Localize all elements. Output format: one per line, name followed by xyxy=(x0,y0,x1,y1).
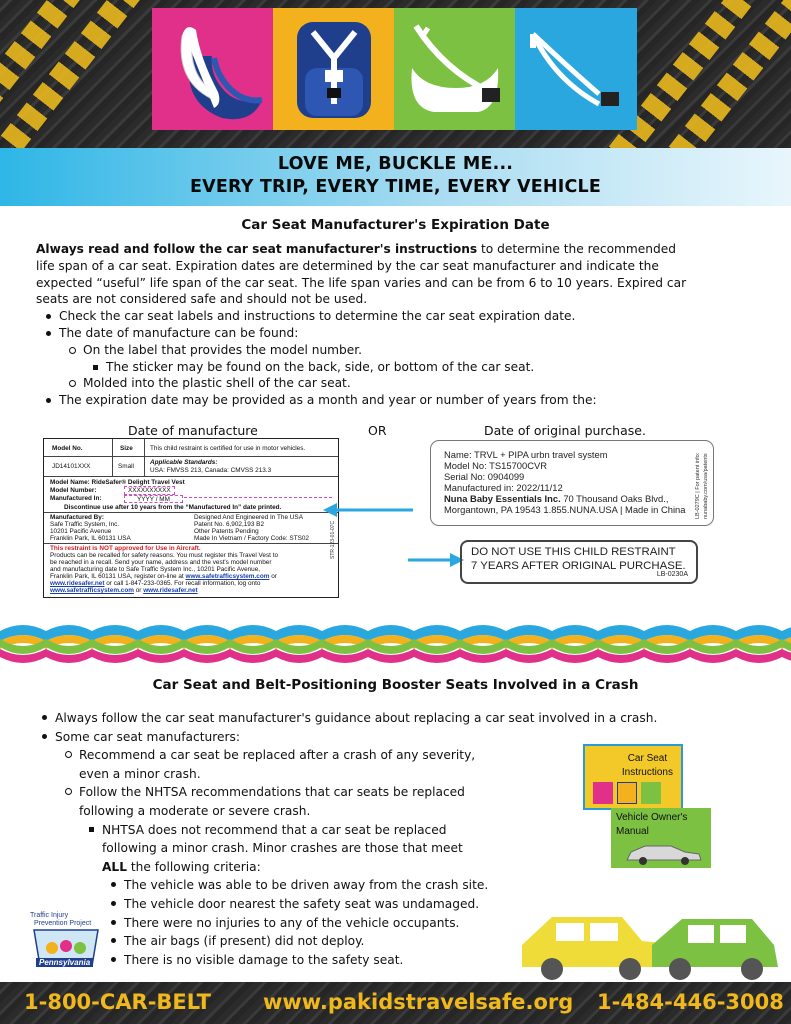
bullet-expiration-format: The expiration date may be provided as a month and year or number of years from the: xyxy=(59,392,756,409)
mini-booster-icon xyxy=(641,782,661,804)
label-discontinue: Discontinue use after 10 years from the “Manufactured In” date printed. xyxy=(64,504,282,511)
infant-seat-icon xyxy=(152,8,274,130)
purchase-warning-label xyxy=(460,540,698,584)
tipp-logo xyxy=(26,912,104,972)
purchase-line-5: Nuna Baby Essentials Inc. 70 Thousand Oaks Blvd., xyxy=(444,493,669,504)
label-mfg-1: Safe Traffic System, Inc. xyxy=(50,521,120,528)
intro-bold: Always read and follow the car seat manufacturer's instructions xyxy=(36,242,478,256)
manufacture-date-label xyxy=(43,438,339,598)
warning-code: LB-0230A xyxy=(656,570,688,578)
label-mfg-2: 10201 Pacific Avenue xyxy=(50,528,112,535)
label-model-number: Model Number: xyxy=(50,487,97,494)
criteria-door-undamaged: The vehicle door nearest the safety seat was undamaged. xyxy=(124,895,756,914)
label-size-head: Size xyxy=(120,445,133,452)
arrow-right-icon xyxy=(408,550,464,570)
sub-bullet-nhtsa-cont: following a moderate or severe crash. xyxy=(79,803,311,818)
label-recall-4: Franklin Park, IL 60131 USA, register on-line at www.safetrafficsystem.com or xyxy=(50,573,277,580)
intro-line-4: seats are not considered safe and should not be used. xyxy=(36,292,368,307)
mini-harness-icon xyxy=(617,782,637,804)
label-recall-3: and manufacturing date to Safe Traffic System Inc., 10201 Pacific Avenue, xyxy=(50,566,261,573)
section-title-crash: Car Seat and Belt-Positioning Booster Seats Involved in a Crash xyxy=(152,677,639,693)
expiration-text xyxy=(36,241,756,409)
booster-seat-icon xyxy=(394,8,516,130)
footer-bar xyxy=(0,982,791,1024)
seat-belt-icon xyxy=(515,8,637,130)
crash-cars-icon xyxy=(512,905,782,981)
slogan-banner xyxy=(0,148,791,206)
label-model-head: Model No. xyxy=(52,445,83,452)
ribbon-divider xyxy=(0,619,791,669)
purchase-side-1: LB-0279C | For patent info: xyxy=(695,452,701,519)
label-model-number-val: XXXXXXXXXX xyxy=(124,486,175,495)
criteria-driven-away: The vehicle was able to be driven away from the crash site. xyxy=(124,876,756,895)
col-head-or: OR xyxy=(368,423,387,438)
manual-card-title: Vehicle Owner's Manual xyxy=(616,812,688,837)
label-recall-2: be reached in a recall. Send your name, address and the vest's model number xyxy=(50,559,272,566)
car-seat-instructions-card xyxy=(583,744,683,810)
car-icon xyxy=(623,840,703,866)
criteria-airbags: The air bags (if present) did not deploy. xyxy=(124,932,756,951)
sub-bullet-nhtsa: Follow the NHTSA recommendations that car seats be replaced xyxy=(79,783,756,802)
sub-bullet-label: On the label that provides the model number. xyxy=(83,342,756,359)
label-manufactured-in-val: YYYY / MM xyxy=(124,495,183,503)
label-side-code: STR-123-01-07C xyxy=(330,520,336,559)
bullet-date-found: The date of manufacture can be found: xyxy=(59,325,756,342)
slogan-line-1: LOVE ME, BUCKLE ME... xyxy=(277,154,514,174)
label-aircraft: This restraint is NOT approved for Use in Aircraft. xyxy=(50,545,201,552)
warning-line-2: 7 YEARS AFTER ORIGINAL PURCHASE. xyxy=(471,559,686,572)
label-model-val: JD14101XXX xyxy=(52,463,91,470)
label-mfg-3: Franklin Park, IL 60131 USA xyxy=(50,535,131,542)
label-des-1: Designed And Engineered In The USA xyxy=(194,514,303,521)
label-manufactured-in: Manufactured In: xyxy=(50,495,102,502)
mini-infant-icon xyxy=(593,782,613,804)
section-title-expiration: Car Seat Manufacturer's Expiration Date xyxy=(241,217,550,233)
label-standards: USA: FMVSS 213, Canada: CMVSS 213.3 xyxy=(150,467,272,474)
purchase-line-4: Manufactured in: 2022/11/12 xyxy=(444,482,563,493)
label-size-val: Small xyxy=(118,463,134,470)
harness-seat-icon xyxy=(273,8,395,130)
label-recall-5: www.ridesafer.net or call 1-847-233-0365. For recall information, log onto xyxy=(50,580,261,587)
criteria-no-injuries: There were no injuries to any of the vehicle occupants. xyxy=(124,914,756,933)
sub-sub-bullet-minor-2: following a minor crash. Minor crashes are those that meet xyxy=(102,841,463,856)
purchase-date-label xyxy=(430,440,714,526)
intro-rest: to determine the recommended xyxy=(477,242,676,256)
intro-line-3: expected “useful” life span of the car seat. The life span varies and can be from 6 to 10 years. Expired car xyxy=(36,275,687,290)
vehicle-manual-card xyxy=(611,808,711,868)
intro-line-2: life span of a car seat. Expiration dates are determined by the car seat manufacturer and indicate the xyxy=(36,258,659,273)
bullet-check-labels: Check the car seat labels and instructions to determine the car seat expiration date. xyxy=(59,308,756,325)
bullet-follow-guidance: Always follow the car seat manufacturer's guidance about replacing a car seat involved in a crash. xyxy=(55,709,756,728)
footer-phone-2: 1-484-446-3008 xyxy=(597,990,784,1014)
purchase-line-3: Serial No: 0904099 xyxy=(444,471,525,482)
sub-sub-bullet-minor-3: ALL the following criteria: xyxy=(102,859,261,874)
label-des-2: Patent No. 6,902,193 B2 xyxy=(194,521,264,528)
instructions-card-title: Car Seat Instructions xyxy=(621,753,673,778)
footer-website[interactable]: www.pakidstravelsafe.org xyxy=(263,990,574,1014)
purchase-line-2: Model No: TS15700CVR xyxy=(444,460,548,471)
label-model-name: Model Name: RideSafer® Delight Travel Vest xyxy=(50,479,185,486)
label-des-3: Other Patents Pending xyxy=(194,528,259,535)
logo-state: Pennsylvania xyxy=(36,958,93,967)
label-standards-head: Applicable Standards: xyxy=(150,459,218,466)
label-recall-1: Products can be recalled for safety reasons. You must register this Travel Vest to xyxy=(50,552,279,559)
label-mfg-by: Manufactured By: xyxy=(50,514,104,521)
label-des-4: Made In Vietnam / Factory Code: STS02 xyxy=(194,535,309,542)
warning-line-1: DO NOT USE THIS CHILD RESTRAINT xyxy=(471,546,676,558)
label-recall-6: www.safetrafficsystem.com or www.ridesafer.net xyxy=(50,587,198,594)
bullet-some-manufacturers: Some car seat manufacturers: xyxy=(55,728,756,747)
logo-line-1: Traffic Injury xyxy=(30,912,69,919)
sub-sub-bullet-minor: NHTSA does not recommend that a car seat be replaced xyxy=(102,821,756,840)
purchase-line-1: Name: TRVL + PIPA urbn travel system xyxy=(444,449,608,460)
col-head-manufacture: Date of manufacture xyxy=(128,423,258,438)
purchase-side-2: nunababy.com/usa/patents xyxy=(703,453,709,519)
col-head-purchase: Date of original purchase. xyxy=(484,423,646,438)
sub-bullet-any-severity-cont: even a minor crash. xyxy=(79,766,201,781)
criteria-no-damage: There is no visible damage to the safety seat. xyxy=(124,951,756,970)
footer-phone-1: 1-800-CAR-BELT xyxy=(24,990,212,1014)
arrow-left-icon xyxy=(323,500,413,520)
slogan-line-2: EVERY TRIP, EVERY TIME, EVERY VEHICLE xyxy=(189,177,602,197)
logo-line-2: Prevention Project xyxy=(34,920,92,927)
sub-bullet-molded: Molded into the plastic shell of the car seat. xyxy=(83,375,756,392)
label-cert: This child restraint is certified for use in motor vehicles. xyxy=(150,445,306,452)
purchase-line-6: Morgantown, PA 19543 1.855.NUNA.USA | Made in China xyxy=(444,504,686,515)
sub-sub-bullet-sticker: The sticker may be found on the back, side, or bottom of the car seat. xyxy=(106,359,756,376)
sub-bullet-any-severity: Recommend a car seat be replaced after a crash of any severity, xyxy=(79,746,756,765)
